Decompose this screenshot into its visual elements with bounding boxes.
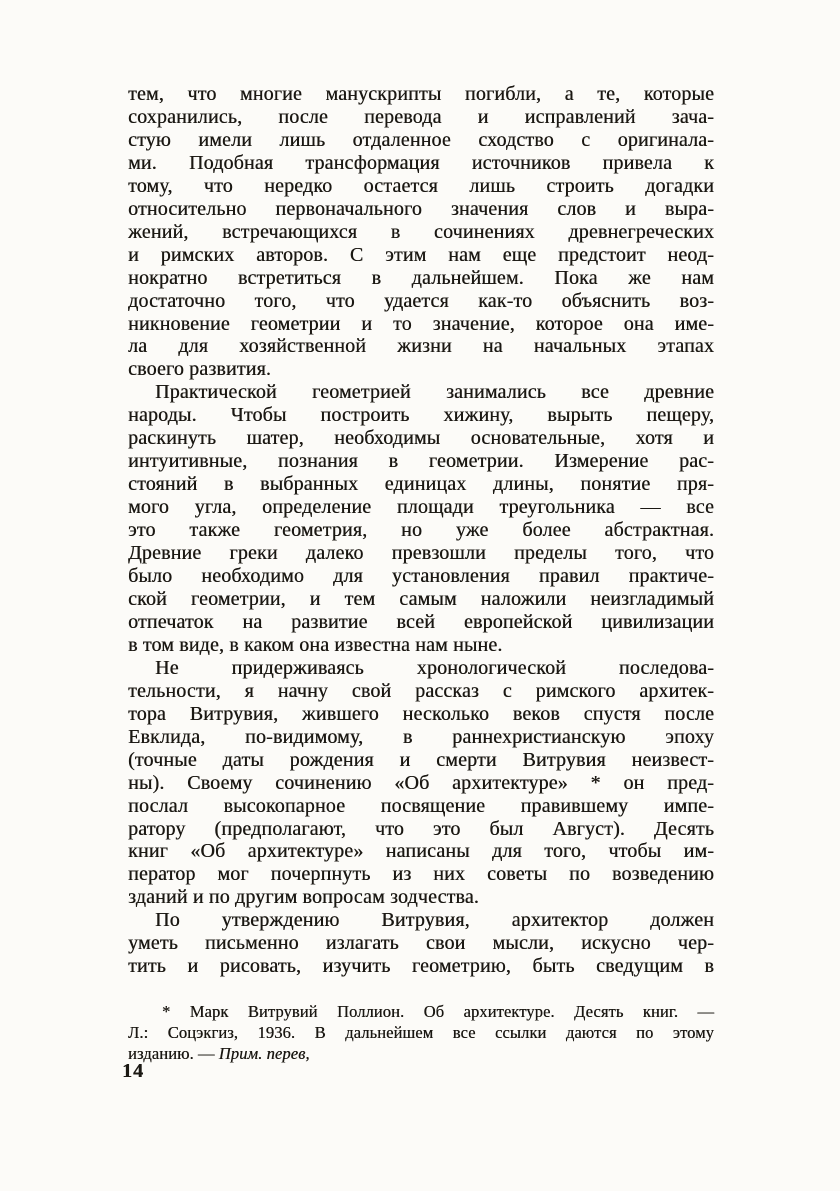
text-line: нократно встретиться в дальнейшем. Пока же нам [128, 266, 714, 289]
text-line: жений, встречающихся в сочинениях древнегреческих [128, 220, 714, 243]
text-line: было необходимо для установления правил практиче- [128, 565, 714, 588]
footnote-plain-text: изданию. — [128, 1044, 219, 1063]
text-line: уметь письменно излагать свои мысли, искусно чер- [128, 932, 714, 955]
text-line: книг «Об архитектуре» написаны для того, чтобы им- [128, 840, 714, 863]
text-line: никновение геометрии и то значение, которое она име- [128, 312, 714, 335]
text-line: ми. Подобная трансформация источников привела к [128, 151, 714, 174]
text-line: народы. Чтобы построить хижину, вырыть пещеру, [128, 404, 714, 427]
text-line: зданий и по другим вопросам зодчества. [128, 886, 479, 909]
text-line: ны). Своему сочинению «Об архитектуре» * он пред- [128, 771, 714, 794]
text-line: тельности, я начну свой рассказ с римского архитек- [128, 679, 714, 702]
text-line: Евклида, по-видимому, в раннехристианскую эпоху [128, 725, 714, 748]
footnote-line: Л.: Соцэкгиз, 1936. В дальнейшем все ссылки даются по этому [128, 1023, 714, 1042]
text-line: стую имели лишь отдаленное сходство с оригинала- [128, 128, 714, 151]
text-line: интуитивные, познания в геометрии. Измерение рас- [128, 450, 714, 473]
footnote-line [128, 1043, 714, 1064]
text-line: это также геометрия, но уже более абстрактная. [128, 519, 714, 542]
text-line: ла для хозяйственной жизни на начальных этапах [128, 335, 714, 358]
text-line: и римских авторов. С этим нам еще предстоит неод- [128, 243, 714, 266]
text-line: достаточно того, что удается как-то объяснить воз- [128, 289, 714, 312]
text-line: ской геометрии, и тем самым наложили неизгладимый [128, 587, 714, 610]
text-line: послал высокопарное посвящение правившему импе- [128, 794, 714, 817]
text-line: в том виде, в каком она известна нам ныне. [128, 633, 503, 656]
page-number: 14 [122, 1060, 144, 1082]
text-line: тора Витрувия, жившего несколько веков спустя после [128, 702, 714, 725]
text-line: Практической геометрией занимались все древние [155, 381, 714, 404]
main-text [128, 83, 714, 978]
text-line: тому, что нередко остается лишь строить догадки [128, 174, 714, 197]
text-line: Древние греки далеко превзошли пределы того, что [128, 542, 714, 565]
text-line: тем, что многие манускрипты погибли, а те, которые [128, 83, 714, 105]
translator-note-italic: Прим. перев, [218, 1044, 310, 1063]
text-line: относительно первоначального значения слов и выра- [128, 197, 714, 220]
text-line: мого угла, определение площади треугольника — все [128, 496, 714, 519]
text-line: По утверждению Витрувия, архитектор должен [155, 909, 714, 932]
text-line: ператор мог почерпнуть из них советы по возведению [128, 863, 714, 886]
text-line: Не придерживаясь хронологической последова- [155, 656, 714, 679]
text-line: отпечаток на развитие всей европейской цивилизации [128, 610, 714, 633]
text-line: сохранились, после перевода и исправлений зача- [128, 105, 714, 128]
text-line: (точные даты рождения и смерти Витрувия неизвест- [128, 748, 714, 771]
footnote-text [128, 1001, 714, 1064]
text-line: тить и рисовать, изучить геометрию, быть сведущим в [128, 955, 714, 978]
text-line: стояний в выбранных единицах длины, понятие пря- [128, 473, 714, 496]
text-line: раскинуть шатер, необходимы основательные, хотя и [128, 427, 714, 450]
text-line: ратору (предполагают, что это был Август). Десять [128, 817, 714, 840]
footnote-line: * Марк Витрувий Поллион. Об архитектуре. Десять книг. — [162, 1002, 714, 1021]
text-line: своего развития. [128, 358, 271, 381]
